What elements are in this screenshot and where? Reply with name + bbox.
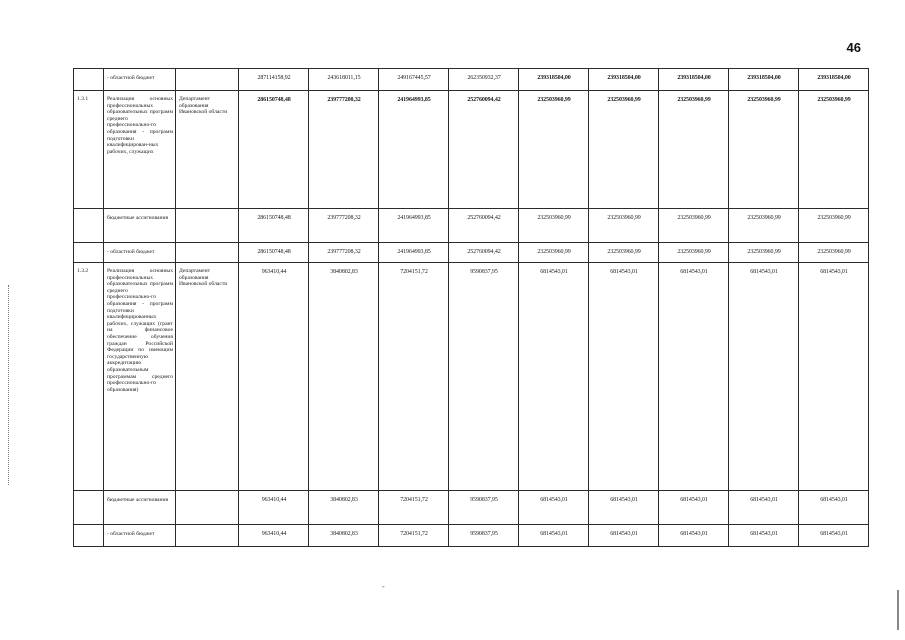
value-cell: 286150748,48: [239, 91, 309, 209]
budget-table: [73, 68, 869, 547]
table-row: [74, 491, 869, 525]
value-cell: 262350932,37: [449, 69, 519, 91]
value-cell: 239777208,32: [309, 243, 379, 263]
left-margin-mark: [8, 285, 10, 485]
right-margin-mark: [897, 590, 899, 630]
value-cell: 232503960,99: [729, 243, 799, 263]
value-cell: 252760094,42: [449, 209, 519, 243]
row-department: [176, 243, 239, 263]
value-cell: 963410,44: [239, 525, 309, 547]
value-cell: 9590837,95: [449, 491, 519, 525]
value-cell: 239318504,00: [659, 69, 729, 91]
value-cell: 287114158,92: [239, 69, 309, 91]
value-cell: 7204151,72: [379, 525, 449, 547]
row-department: [176, 209, 239, 243]
value-cell: 6814543,01: [589, 525, 659, 547]
table-row: [74, 91, 869, 209]
value-cell: 6814543,01: [589, 263, 659, 491]
row-description: бюджетные ассигнования: [104, 491, 176, 525]
value-cell: 6814543,01: [729, 491, 799, 525]
value-cell: 6814543,01: [729, 525, 799, 547]
row-code: 1.3.1: [74, 91, 104, 209]
value-cell: 252760094,42: [449, 243, 519, 263]
value-cell: 6814543,01: [659, 491, 729, 525]
row-code: [74, 491, 104, 525]
row-description: - областной бюджет: [104, 525, 176, 547]
value-cell: 286150748,48: [239, 243, 309, 263]
value-cell: 232503960,99: [519, 209, 589, 243]
value-cell: 6814543,01: [799, 491, 869, 525]
value-cell: 6814543,01: [589, 491, 659, 525]
value-cell: 239777208,32: [309, 209, 379, 243]
value-cell: 232503960,99: [659, 209, 729, 243]
row-description: Реализация основных профессиональных образовательных программ среднего профессионально-го образования - программ подготовки квалифицированных рабочих, служащих (грант на финансовое обеспечение обучения граждан Российской Федерации по имеющим государственную аккредитацию образовательным программам среднего профессионально-го образования): [104, 263, 176, 491]
table-row: [74, 263, 869, 491]
row-code: [74, 69, 104, 91]
value-cell: 232503960,99: [589, 209, 659, 243]
value-cell: 249167445,57: [379, 69, 449, 91]
row-department: [176, 69, 239, 91]
value-cell: 6814543,01: [659, 263, 729, 491]
value-cell: 963410,44: [239, 263, 309, 491]
row-code: [74, 243, 104, 263]
value-cell: 232503960,99: [589, 91, 659, 209]
value-cell: 232503960,99: [729, 91, 799, 209]
value-cell: 6814543,01: [659, 525, 729, 547]
value-cell: 239318504,00: [799, 69, 869, 91]
value-cell: 3840802,83: [309, 525, 379, 547]
value-cell: 232503960,99: [799, 91, 869, 209]
value-cell: 252760094,42: [449, 91, 519, 209]
value-cell: 232503960,99: [519, 243, 589, 263]
value-cell: 9590837,95: [449, 263, 519, 491]
row-department: [176, 525, 239, 547]
table-row: [74, 69, 869, 91]
value-cell: 232503960,99: [659, 243, 729, 263]
table-row: [74, 525, 869, 547]
budget-table-body: [74, 69, 869, 547]
table-row: [74, 243, 869, 263]
value-cell: 243618011,15: [309, 69, 379, 91]
value-cell: 286150748,48: [239, 209, 309, 243]
row-description: бюджетные ассигнования: [104, 209, 176, 243]
value-cell: 6814543,01: [519, 491, 589, 525]
value-cell: 232503960,99: [799, 243, 869, 263]
value-cell: 7204151,72: [379, 491, 449, 525]
table-row: [74, 209, 869, 243]
value-cell: 9590837,95: [449, 525, 519, 547]
value-cell: 241964993,85: [379, 243, 449, 263]
row-description: - областной бюджет: [104, 69, 176, 91]
row-code: [74, 209, 104, 243]
value-cell: 232503960,99: [659, 91, 729, 209]
row-department: Департамент образования Ивановской области: [176, 263, 239, 491]
value-cell: 6814543,01: [799, 525, 869, 547]
value-cell: 239318504,00: [729, 69, 799, 91]
value-cell: 6814543,01: [519, 525, 589, 547]
row-description: Реализация основных профессиональных образовательных программ среднего профессионально-го образования - программ подготовки квалифицирован-ных рабочих, служащих: [104, 91, 176, 209]
row-code: [74, 525, 104, 547]
value-cell: 3840802,83: [309, 491, 379, 525]
value-cell: 239777208,32: [309, 91, 379, 209]
value-cell: 7204151,72: [379, 263, 449, 491]
value-cell: 963410,44: [239, 491, 309, 525]
value-cell: 6814543,01: [729, 263, 799, 491]
value-cell: 6814543,01: [519, 263, 589, 491]
value-cell: 6814543,01: [799, 263, 869, 491]
value-cell: 239318504,00: [519, 69, 589, 91]
row-department: Департамент образования Ивановской области: [176, 91, 239, 209]
footer-mark: -: [382, 582, 385, 591]
value-cell: 3840802,83: [309, 263, 379, 491]
value-cell: 241964993,85: [379, 209, 449, 243]
row-description: - областной бюджет: [104, 243, 176, 263]
row-code: 1.3.2: [74, 263, 104, 491]
value-cell: 232503960,99: [729, 209, 799, 243]
value-cell: 241964993,85: [379, 91, 449, 209]
value-cell: 232503960,99: [799, 209, 869, 243]
value-cell: 232503960,99: [519, 91, 589, 209]
page-number: 46: [846, 40, 861, 55]
row-department: [176, 491, 239, 525]
value-cell: 239318504,00: [589, 69, 659, 91]
value-cell: 232503960,99: [589, 243, 659, 263]
